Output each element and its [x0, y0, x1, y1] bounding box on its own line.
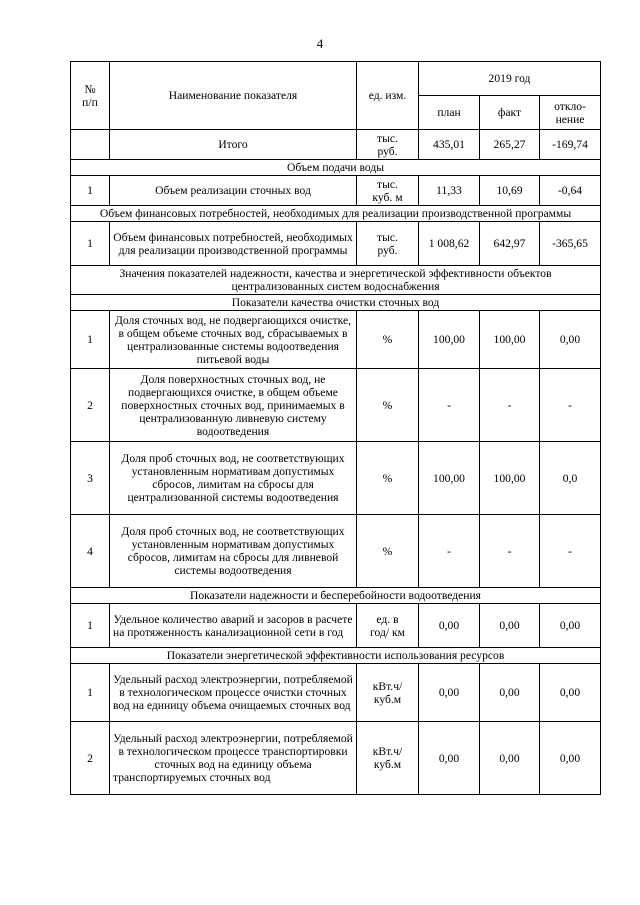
- row-deviation: -: [540, 515, 601, 588]
- row-plan: 0,00: [419, 722, 480, 795]
- row-plan: -: [419, 515, 480, 588]
- row-plan: 100,00: [419, 442, 480, 515]
- row-deviation: 0,0: [540, 442, 601, 515]
- row-fact: 0,00: [480, 664, 540, 722]
- section-title-reliability-values: Значения показателей надежности, качества и энергетической эффективности объектов централизованных систем водоснабжения: [71, 266, 601, 295]
- header-deviation: откло- нение: [540, 96, 601, 130]
- header-unit: ед. изм.: [357, 62, 419, 130]
- row-unit: %: [357, 369, 419, 442]
- total-num: [71, 130, 110, 160]
- row-fact: 10,69: [480, 176, 540, 206]
- row-num: 1: [71, 604, 110, 648]
- row-name: Удельный расход электроэнергии, потребляемой в технологическом процессе очистки сточных вод на единицу объема очищаемых сточных вод: [110, 664, 357, 722]
- total-row: [71, 130, 601, 160]
- header-name: Наименование показателя: [110, 62, 357, 130]
- row-deviation: -0,64: [540, 176, 601, 206]
- total-fact: 265,27: [480, 130, 540, 160]
- row-name: Доля поверхностных сточных вод, не подвергающихся очистке, в общем объеме поверхностных сточных вод, принимаемых в централизованную ливневую систему водоотведения: [110, 369, 357, 442]
- row-plan: 0,00: [419, 604, 480, 648]
- row-unit: %: [357, 442, 419, 515]
- table-row: [71, 442, 601, 515]
- row-num: 4: [71, 515, 110, 588]
- row-plan: 0,00: [419, 664, 480, 722]
- table-row: [71, 604, 601, 648]
- table-row: [71, 176, 601, 206]
- row-fact: -: [480, 515, 540, 588]
- row-deviation: -: [540, 369, 601, 442]
- row-num: 2: [71, 722, 110, 795]
- row-name: Объем реализации сточных вод: [110, 176, 357, 206]
- row-plan: 100,00: [419, 311, 480, 369]
- row-unit: %: [357, 311, 419, 369]
- table-row: [71, 515, 601, 588]
- total-unit: тыс. руб.: [357, 130, 419, 160]
- row-deviation: 0,00: [540, 311, 601, 369]
- header-row: [71, 62, 601, 96]
- row-deviation: -365,65: [540, 222, 601, 266]
- total-name: Итого: [110, 130, 357, 160]
- section-header: [71, 266, 601, 295]
- row-fact: 642,97: [480, 222, 540, 266]
- row-plan: -: [419, 369, 480, 442]
- row-num: 2: [71, 369, 110, 442]
- row-unit: тыс. руб.: [357, 222, 419, 266]
- table-row: [71, 664, 601, 722]
- row-name: Объем финансовых потребностей, необходимых для реализации производственной программы: [110, 222, 357, 266]
- row-num: 1: [71, 664, 110, 722]
- section-title-energy: Показатели энергетической эффективности использования ресурсов: [71, 648, 601, 664]
- table-row: [71, 222, 601, 266]
- row-name: Удельное количество аварий и засоров в расчете на протяженность канализационной сети в год: [110, 604, 357, 648]
- table-row: [71, 369, 601, 442]
- row-fact: 0,00: [480, 722, 540, 795]
- section-title-financial: Объем финансовых потребностей, необходимых для реализации производственной программы: [71, 206, 601, 222]
- row-deviation: 0,00: [540, 722, 601, 795]
- row-unit: кВт.ч/ куб.м: [357, 722, 419, 795]
- header-plan: план: [419, 96, 480, 130]
- row-deviation: 0,00: [540, 664, 601, 722]
- row-fact: 100,00: [480, 311, 540, 369]
- row-unit: кВт.ч/ куб.м: [357, 664, 419, 722]
- header-num: № п/п: [71, 62, 110, 130]
- header-fact: факт: [480, 96, 540, 130]
- row-plan: 11,33: [419, 176, 480, 206]
- row-name: Доля сточных вод, не подвергающихся очистке, в общем объеме сточных вод, сбрасываемых в централизованные системы водоотведения питьевой воды: [110, 311, 357, 369]
- section-title-reliability: Показатели надежности и бесперебойности водоотведения: [71, 588, 601, 604]
- row-fact: -: [480, 369, 540, 442]
- row-num: 1: [71, 222, 110, 266]
- row-unit: тыс. куб. м: [357, 176, 419, 206]
- row-deviation: 0,00: [540, 604, 601, 648]
- row-unit: %: [357, 515, 419, 588]
- row-fact: 0,00: [480, 604, 540, 648]
- row-plan: 1 008,62: [419, 222, 480, 266]
- total-deviation: -169,74: [540, 130, 601, 160]
- row-name: Доля проб сточных вод, не соответствующих установленным нормативам допустимых сбросов, лимитам на сбросы для централизованной системы водоотведения: [110, 442, 357, 515]
- total-plan: 435,01: [419, 130, 480, 160]
- section-header: [71, 160, 601, 176]
- row-name: Доля проб сточных вод, не соответствующих установленным нормативам допустимых сбросов, лимитам на сбросы для ливневой системы водоотведения: [110, 515, 357, 588]
- row-num: 3: [71, 442, 110, 515]
- row-unit: ед. в год/ км: [357, 604, 419, 648]
- section-title-quality: Показатели качества очистки сточных вод: [71, 295, 601, 311]
- section-title-water-supply: Объем подачи воды: [71, 160, 601, 176]
- indicators-table: [70, 61, 601, 795]
- row-name: Удельный расход электроэнергии, потребляемой в технологическом процессе транспортировки сточных вод на единицу объема транспортируемых сточных вод: [110, 722, 357, 795]
- table-row: [71, 311, 601, 369]
- table-row: [71, 722, 601, 795]
- section-header: [71, 588, 601, 604]
- row-num: 1: [71, 311, 110, 369]
- section-header: [71, 206, 601, 222]
- section-header: [71, 295, 601, 311]
- page-number: 4: [316, 36, 324, 51]
- section-header: [71, 648, 601, 664]
- row-fact: 100,00: [480, 442, 540, 515]
- header-year: 2019 год: [419, 62, 601, 96]
- row-num: 1: [71, 176, 110, 206]
